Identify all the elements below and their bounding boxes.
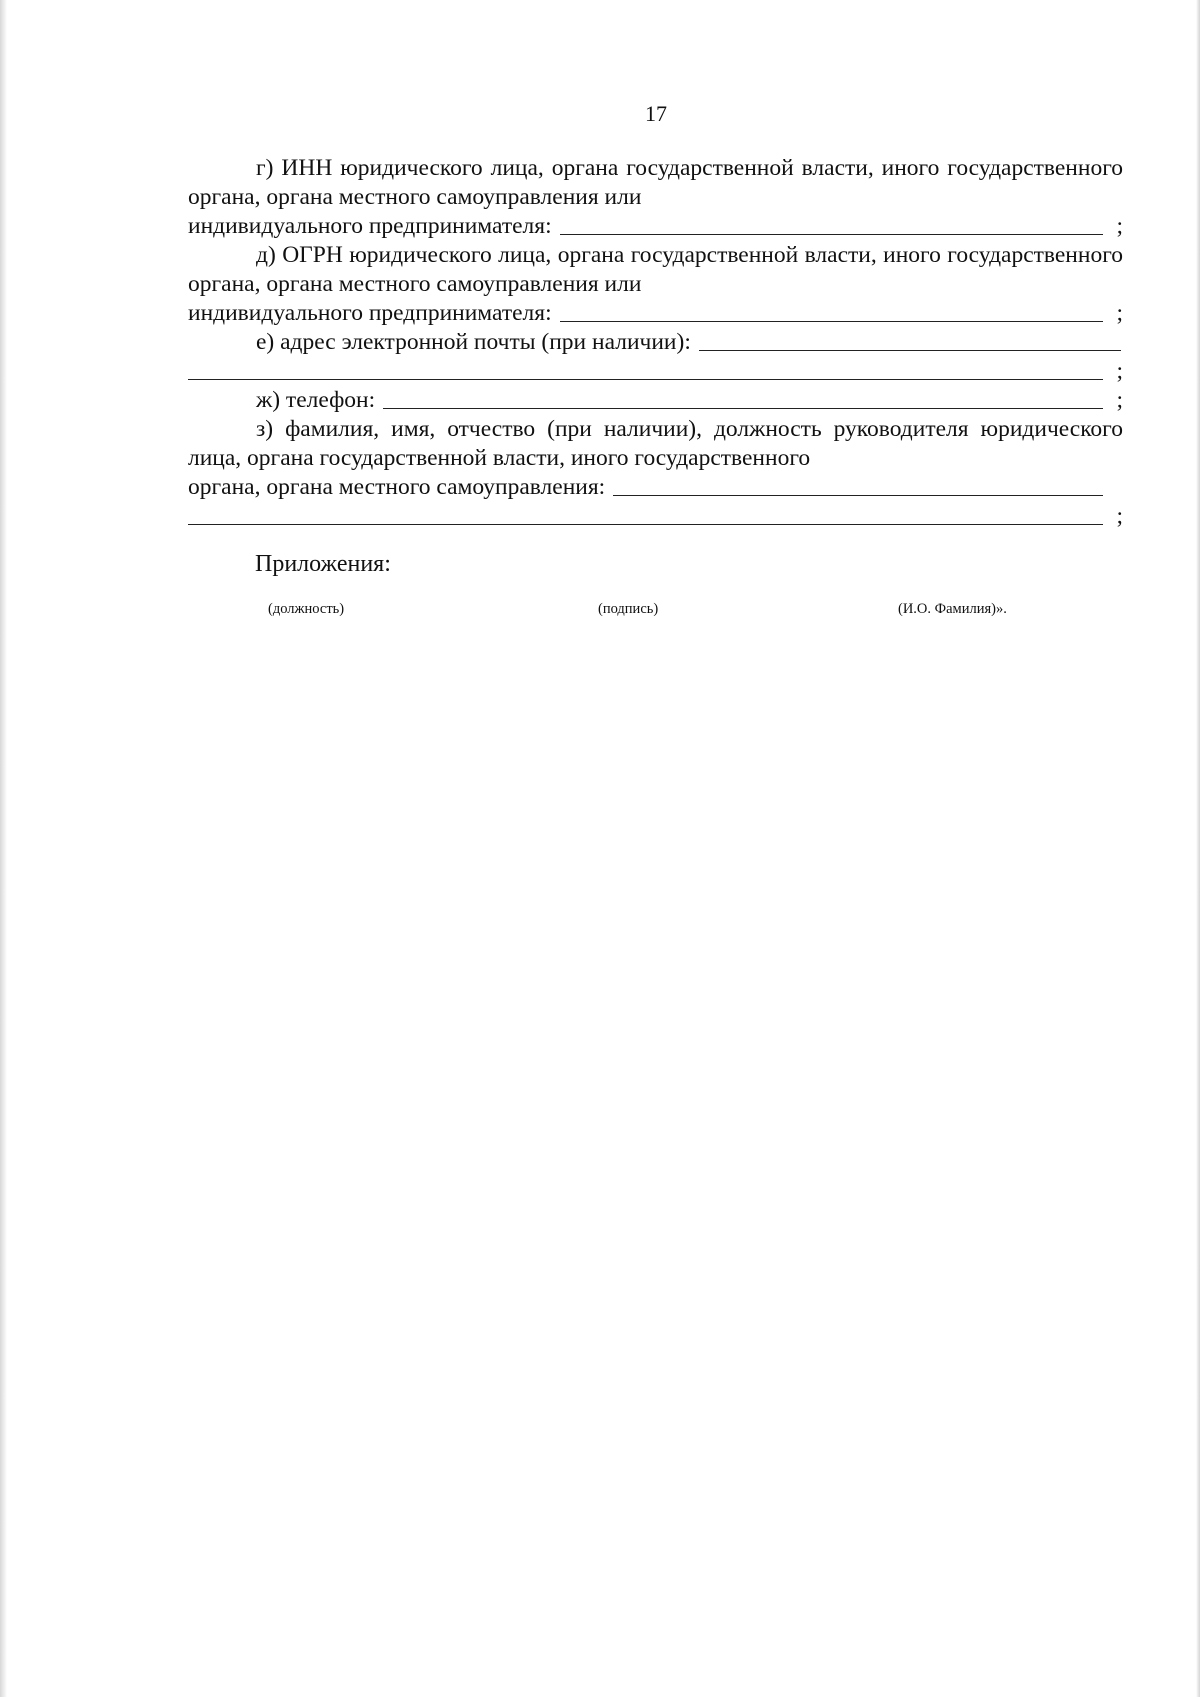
- item-d-text: д) ОГРН юридического лица, органа государственной власти, иного государственного органа, органа местного самоуправления или: [188, 242, 1123, 297]
- signature-name-caption: (И.О. Фамилия)».: [898, 601, 1007, 617]
- item-g-last-line-text: индивидуального предпринимателя:: [188, 213, 552, 239]
- item-z-text: з) фамилия, имя, отчество (при наличии), должность руководителя юридического лица, органа государственной власти, иного государственного: [188, 416, 1123, 471]
- item-d-last-line: [188, 299, 1123, 328]
- item-d-last-line-text: индивидуального предпринимателя:: [188, 300, 552, 326]
- item-d-fill-line: [560, 299, 1103, 322]
- item-e-fill-line-2: [188, 357, 1103, 380]
- item-z-fill-line-2: [188, 502, 1103, 525]
- item-e-end-mark: ;: [1116, 358, 1123, 384]
- item-zh-line: [188, 386, 1123, 415]
- item-g-fill-line: [560, 212, 1103, 235]
- item-z-last-line: [188, 473, 1123, 502]
- item-zh-fill-line: [383, 386, 1103, 409]
- item-z-continuation-line: [188, 502, 1123, 531]
- document-body: [188, 154, 1123, 531]
- item-g-text: г) ИНН юридического лица, органа государственной власти, иного государственного органа, органа местного самоуправления или: [188, 155, 1123, 210]
- scan-edge-left: [0, 0, 7, 1697]
- scan-edge-right: [1196, 0, 1200, 1697]
- appendix-label: Приложения:: [255, 551, 391, 577]
- item-g-end-mark: ;: [1116, 213, 1123, 239]
- item-z-last-line-text: органа, органа местного самоуправления:: [188, 474, 606, 500]
- item-g-last-line: [188, 212, 1123, 241]
- signature-position-caption: (должность): [268, 601, 345, 617]
- item-z-end-mark: ;: [1116, 503, 1123, 529]
- signature-caption: (подпись): [598, 601, 659, 617]
- item-zh-label: ж) телефон:: [256, 387, 376, 413]
- item-zh-end-mark: ;: [1116, 387, 1123, 413]
- item-e-continuation-line: [188, 357, 1123, 386]
- item-e-label: е) адрес электронной почты (при наличии):: [256, 329, 691, 355]
- item-e-line: [188, 328, 1123, 357]
- item-d-end-mark: ;: [1116, 300, 1123, 326]
- item-e-fill-line: [699, 328, 1121, 351]
- item-z-fill-line: [613, 473, 1103, 496]
- page-number: 17: [645, 101, 667, 126]
